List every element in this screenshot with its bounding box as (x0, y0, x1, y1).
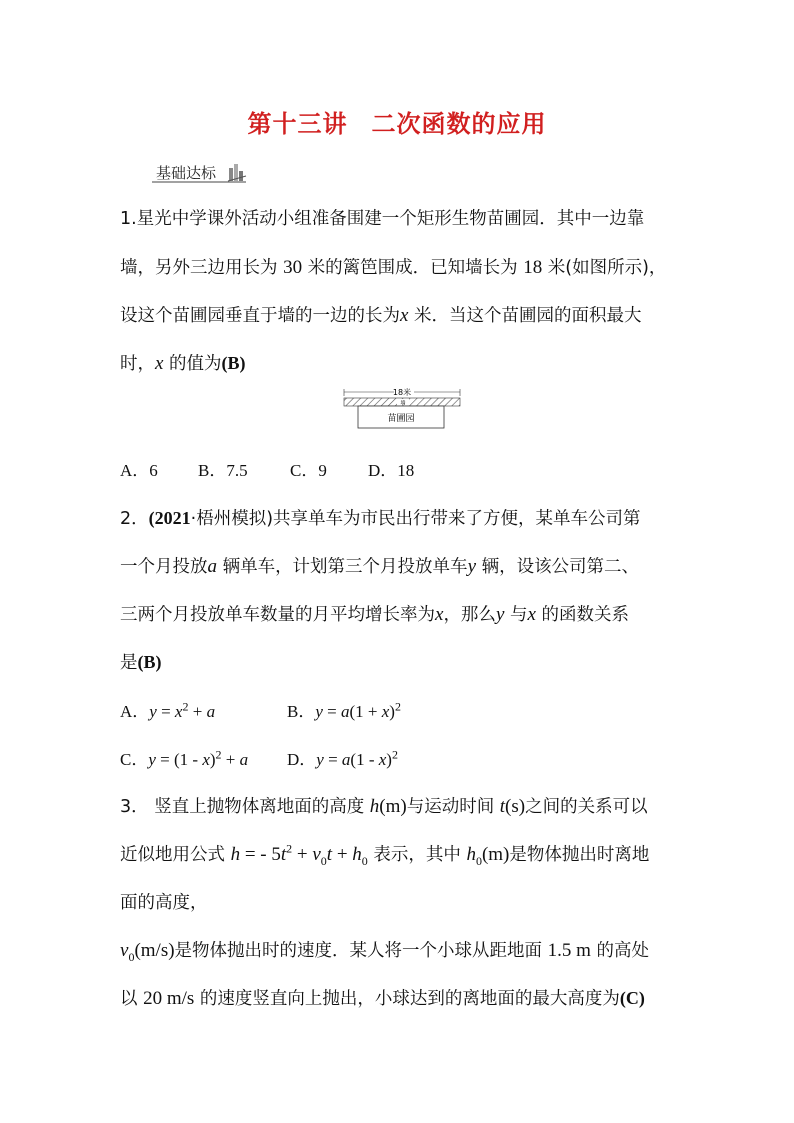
q2-option-d[interactable]: D．y = a(1 - x)$^2$ (287, 747, 398, 769)
q3-line-5: 以 20 m/s 的速度竖直向上抛出，小球达到的离地面的最大高度为(C) (120, 988, 645, 1009)
q2-line-4: 是(B) (120, 652, 162, 673)
q1-option-c[interactable]: C．9 (290, 461, 327, 480)
q2-option-a[interactable]: A．$y = x^2 + a$ (120, 699, 216, 721)
lecture-number: 第十三讲 (247, 110, 348, 138)
q3-answer: (C) (619, 988, 645, 1008)
q3-line-3: 面的高度， (120, 893, 208, 913)
garden-label: 苗圃园 (387, 414, 415, 424)
section-label: 基础达标 (156, 164, 217, 182)
q1-answer: (B) (221, 353, 246, 373)
q3-line-2: 近似地用公式 h = - $5t^2 + v_0t + h_0$ 表示，其中 $h_0(m)$是物体抛出时离地 (120, 841, 650, 868)
q3-line-1: 3． 竖直上抛物体离地面的高度 h(m)与运动时间 t(s)之间的关系可以 (120, 796, 648, 817)
page-title (0, 104, 794, 139)
q3-line-4: $v_0(m/s)$是物体抛出时的速度．某人将一个小球从距地面 1.5 m 的高处 (120, 940, 649, 964)
q3-formula: h = - $5t^2 + v_0t + h_0$ (230, 841, 368, 868)
q2-answer: (B) (137, 652, 162, 672)
q2-option-c[interactable]: C．y = (1 - x)$^2$ + a (120, 747, 249, 769)
section-tag (152, 160, 248, 186)
q2-line-2: 一个月投放a 辆单车，计划第三个月投放单车y 辆，设该公司第二、 (120, 556, 640, 577)
q1-line-4: 时，x 的值为(B) (120, 353, 246, 374)
q1-option-d[interactable]: D．18 (368, 461, 415, 480)
q1-option-b[interactable]: B．7.5 (198, 461, 248, 480)
q1-option-a[interactable]: A．6 (120, 461, 158, 480)
lecture-topic: 二次函数的应用 (371, 110, 547, 138)
q1-line-3: 设这个苗圃园垂直于墙的一边的长为x 米．当这个苗圃园的面积最大 (120, 305, 642, 326)
q2-option-b[interactable]: B．$y = a(1 + x)^2$ (287, 699, 401, 721)
q1-line-2: 墙，另外三边用长为 30 米的篱笆围成．已知墙长为 18 米(如图所示)， (120, 257, 667, 278)
q1-line-1: 1.星光中学课外活动小组准备围建一个矩形生物苗圃园．其中一边靠 (120, 209, 645, 229)
q2-line-3: 三两个月投放单车数量的月平均增长率为x，那么y 与x 的函数关系 (120, 604, 629, 625)
wall-length-label: 18米 (392, 388, 412, 397)
wall-label: 墙 (400, 400, 406, 407)
q2-line-1: 2．(2021·梧州模拟)共享单车为市民出行带来了方便，某单车公司第 (120, 508, 641, 529)
q1-garden-diagram (342, 388, 462, 436)
